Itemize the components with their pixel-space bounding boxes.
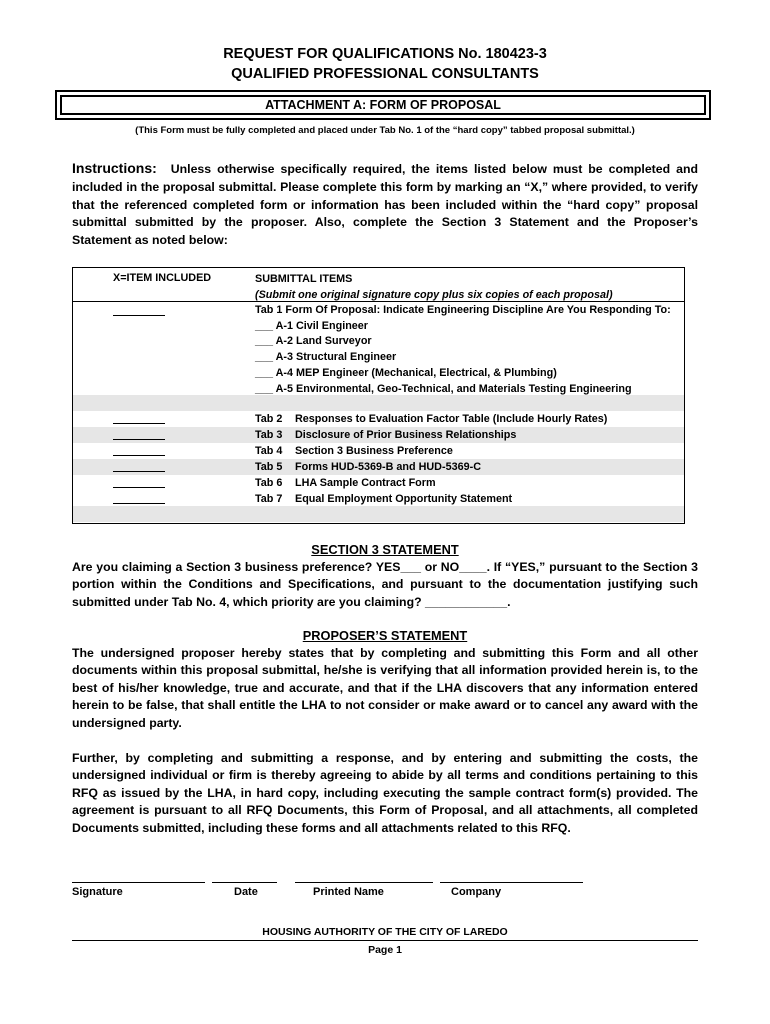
attachment-title-box [55, 90, 711, 120]
discipline-item[interactable]: ___ A-5 Environmental, Geo-Technical, and Materials Testing Engineering [255, 382, 632, 395]
document-title [0, 44, 770, 84]
tab-item: Responses to Evaluation Factor Table (Include Hourly Rates) [295, 413, 608, 425]
tab4-checkbox-blank[interactable] [113, 443, 165, 456]
item-included-header: X=ITEM INCLUDED [113, 272, 212, 284]
discipline-item[interactable]: ___ A-3 Structural Engineer [255, 351, 397, 364]
submittal-items-table [72, 267, 685, 524]
tab-number: Tab 7 [255, 493, 283, 505]
tab2-checkbox-blank[interactable] [113, 411, 165, 424]
tab-number: Tab 2 [255, 413, 283, 425]
tab3-row [255, 428, 516, 444]
proposer-paragraph-1: The undersigned proposer hereby states that by completing and submitting this Form and all other documents within this proposal submittal, he/she is verifying that all information provided herein is, to the best of his/her knowledge, true and accurate, and that if the LHA discovers that any information entered herein to be false, that shall entitle the LHA to not consider or make award or to cancel any award with the undersigned party. [72, 646, 698, 730]
instructions-label: Instructions: [72, 160, 157, 176]
footer-organization: HOUSING AUTHORITY OF THE CITY OF LAREDO [262, 926, 508, 938]
submittal-items-title: SUBMITTAL ITEMS [255, 273, 353, 285]
instructions-paragraph [72, 160, 698, 250]
page-number: Page 1 [368, 944, 402, 956]
date-line[interactable] [212, 882, 277, 883]
row-shade [73, 395, 684, 411]
tab-item: Equal Employment Opportunity Statement [295, 493, 513, 505]
tab-number: Tab 3 [255, 429, 283, 441]
tab1-label: Tab 1 Form Of Proposal: Indicate Engineering Discipline Are You Responding To: [255, 304, 671, 316]
tab6-checkbox-blank[interactable] [113, 475, 165, 488]
instructions-text: Unless otherwise specifically required, the items listed below must be completed and included in the proposal submittal. Please complete this form by marking an “X,” where provided, to verify that the referenced completed form or information has been included within the “hard copy” proposal submittal submitted by the proposer. Also, complete the Section 3 Statement and the Proposer’s Statement as noted below: [72, 162, 698, 248]
section3-text: Are you claiming a Section 3 business preference? YES___ or NO____. If “YES,” pursuant to the Section 3 portion within the Conditions and Specifications, and pursuant to the documentation justifying such submitted under Tab No. 4, which priority are you claiming? ____________. [72, 560, 698, 609]
tab-item: Disclosure of Prior Business Relationships [295, 429, 517, 441]
tab-item: Forms HUD-5369-B and HUD-5369-C [295, 461, 481, 473]
tab-item: Section 3 Business Preference [295, 445, 453, 457]
discipline-item[interactable]: ___ A-4 MEP Engineer (Mechanical, Electrical, & Plumbing) [255, 366, 557, 379]
tab-item: LHA Sample Contract Form [295, 477, 436, 489]
tab2-row [255, 412, 607, 428]
company-line[interactable] [440, 882, 583, 883]
footer-divider [72, 940, 698, 941]
row-shade [73, 506, 684, 522]
signature-label: Signature [72, 886, 123, 898]
tab1-checkbox-blank[interactable] [113, 303, 165, 316]
attachment-note: (This Form must be fully completed and placed under Tab No. 1 of the “hard copy” tabbed proposal submittal.) [135, 125, 635, 136]
tab3-checkbox-blank[interactable] [113, 427, 165, 440]
tab1-block [255, 303, 671, 397]
tab-number: Tab 4 [255, 445, 283, 457]
title-line-rfq: REQUEST FOR QUALIFICATIONS No. 180423-3 [223, 46, 547, 62]
tab5-checkbox-blank[interactable] [113, 459, 165, 472]
printed-name-label: Printed Name [313, 886, 384, 898]
company-label: Company [451, 886, 502, 898]
printed-name-line[interactable] [295, 882, 433, 883]
submittal-items-header [255, 272, 613, 303]
tab4-row [255, 444, 453, 460]
signature-line[interactable] [72, 882, 205, 883]
discipline-item[interactable]: ___ A-1 Civil Engineer [255, 319, 369, 332]
tab5-row [255, 460, 481, 476]
tab7-checkbox-blank[interactable] [113, 491, 165, 504]
proposer-heading: PROPOSER’S STATEMENT [302, 628, 468, 643]
section3-heading: SECTION 3 STATEMENT [311, 542, 459, 557]
tab-number: Tab 6 [255, 477, 283, 489]
tab6-row [255, 476, 436, 492]
date-label: Date [234, 886, 258, 898]
proposer-paragraph-2: Further, by completing and submitting a response, and by entering and submitting the costs, the undersigned individual or firm is thereby agreeing to abide by all terms and conditions pertaining to this RFQ as issued by the LHA, in hard copy, including executing the sample contract form(s) provided. The agreement is pursuant to all RFQ Documents, this Form of Proposal, and all attachments, all completed Documents submitted, including these forms and all attachments related to this RFQ. [72, 751, 698, 835]
table-header-divider [73, 301, 684, 302]
tab7-row [255, 492, 512, 508]
tab-number: Tab 5 [255, 461, 283, 473]
discipline-item[interactable]: ___ A-2 Land Surveyor [255, 335, 372, 348]
title-line-consultants: QUALIFIED PROFESSIONAL CONSULTANTS [231, 66, 539, 82]
attachment-title: ATTACHMENT A: FORM OF PROPOSAL [60, 95, 706, 115]
submittal-items-subtitle: (Submit one original signature copy plus six copies of each proposal) [255, 288, 613, 301]
